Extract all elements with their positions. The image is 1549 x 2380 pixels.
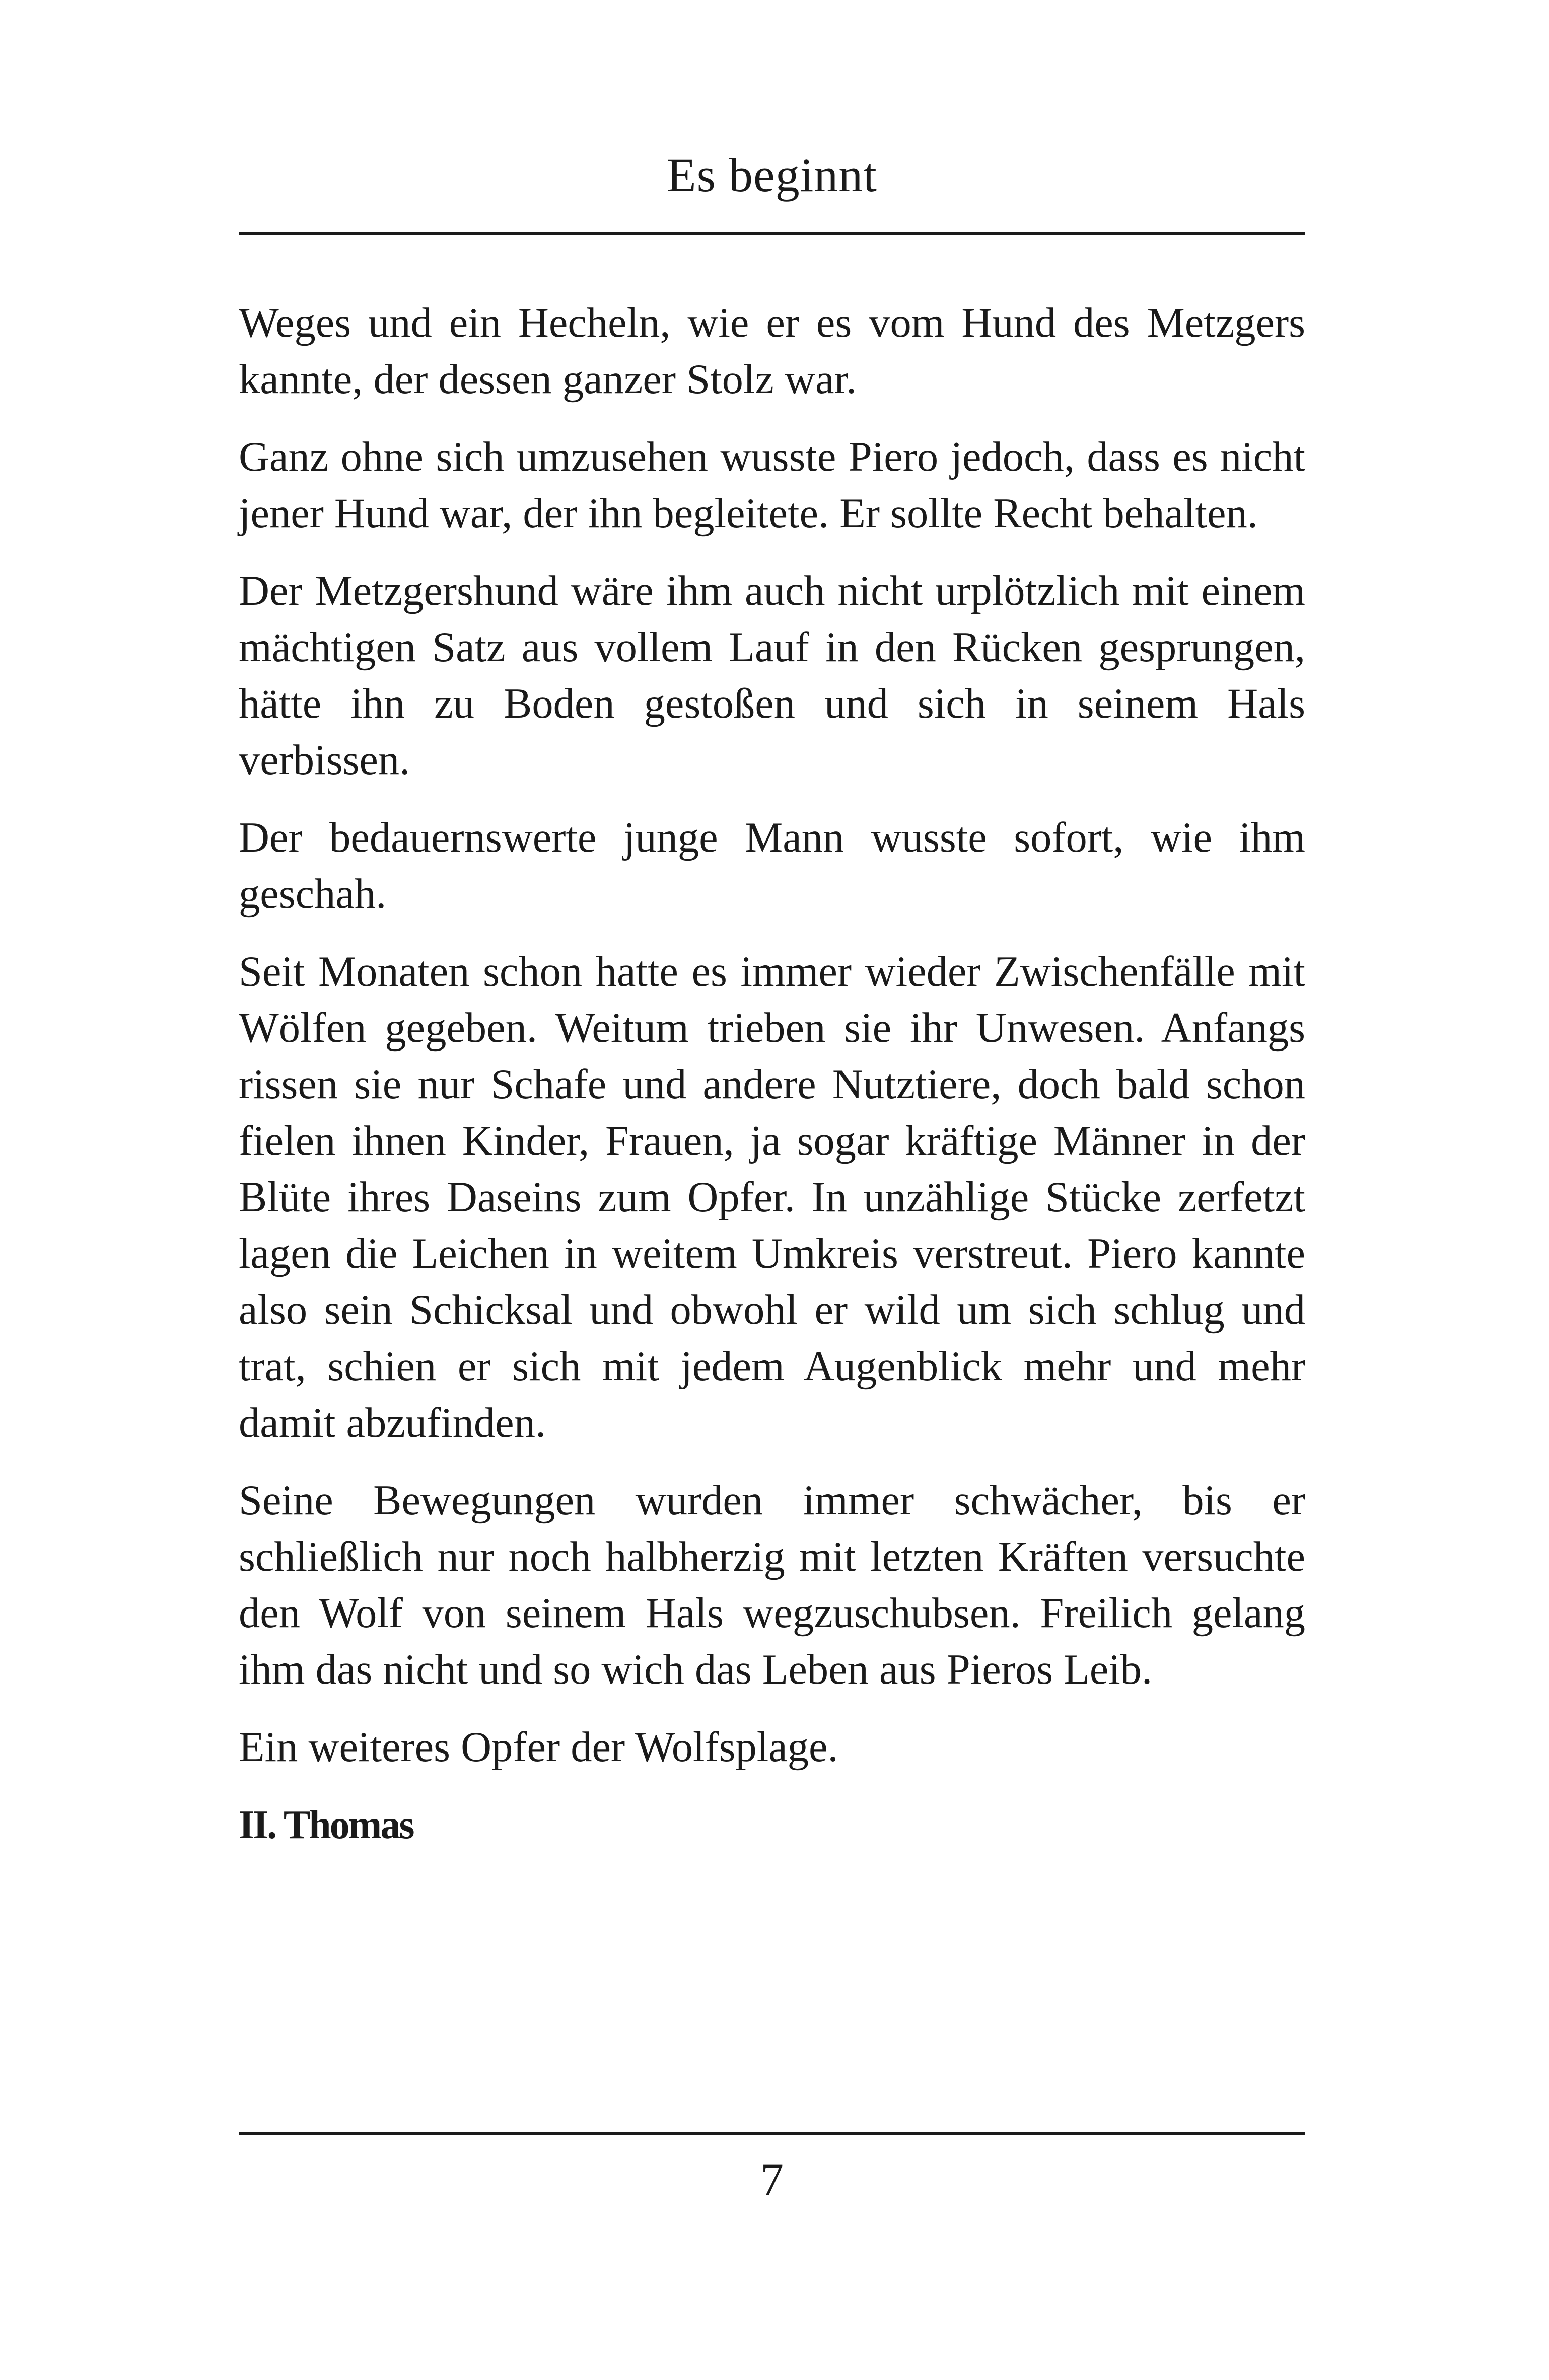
paragraph: Seit Monaten schon hatte es immer wieder Zwischenfälle mit Wölfen gegeben. Weitum trieben sie ihr Unwesen. Anfangs rissen sie nur Schafe und andere Nutztiere, doch bald schon fielen ihnen Kinder, Frauen, ja sogar kräftige Männer in der Blüte ihres Daseins zum Opfer. In unzählige Stücke zerfetzt lagen die Leichen in weitem Umkreis verstreut. Piero kannte also sein Schicksal und obwohl er wild um sich schlug und trat, schien er sich mit jedem Augenblick mehr und mehr damit abzufinden. (239, 948, 1305, 1446)
running-header-title: Es beginnt (667, 148, 877, 202)
page-number: 7 (760, 2154, 784, 2205)
paragraph: Seine Bewegungen wurden immer schwächer, bis er schließlich nur noch halbherzig mit letzten Kräften versuchte den Wolf von seinem Hals wegzuschubsen. Freilich gelang ihm das nicht und so wich das Leben aus Pieros Leib. (239, 1477, 1305, 1693)
chapter-heading: II. Thomas (239, 1803, 413, 1847)
paragraph: Ganz ohne sich umzusehen wusste Piero jedoch, dass es nicht jener Hund war, der ihn begleitete. Er sollte Recht behalten. (239, 434, 1305, 537)
paragraph: Ein weiteres Opfer der Wolfsplage. (239, 1724, 838, 1771)
footer-rule (239, 2132, 1305, 2135)
page-body (239, 295, 1305, 1853)
paragraph: Der bedauernswerte junge Mann wusste sofort, wie ihm geschah. (239, 814, 1305, 918)
paragraph: Der Metzgershund wäre ihm auch nicht urplötzlich mit einem mächtigen Satz aus vollem Lauf in den Rücken gesprungen, hätte ihn zu Boden gestoßen und sich in seinem Hals verbissen. (239, 568, 1305, 784)
paragraph: Weges und ein Hecheln, wie er es vom Hund des Metzgers kannte, der dessen ganzer Stolz war. (239, 300, 1305, 403)
header-rule (239, 232, 1305, 235)
